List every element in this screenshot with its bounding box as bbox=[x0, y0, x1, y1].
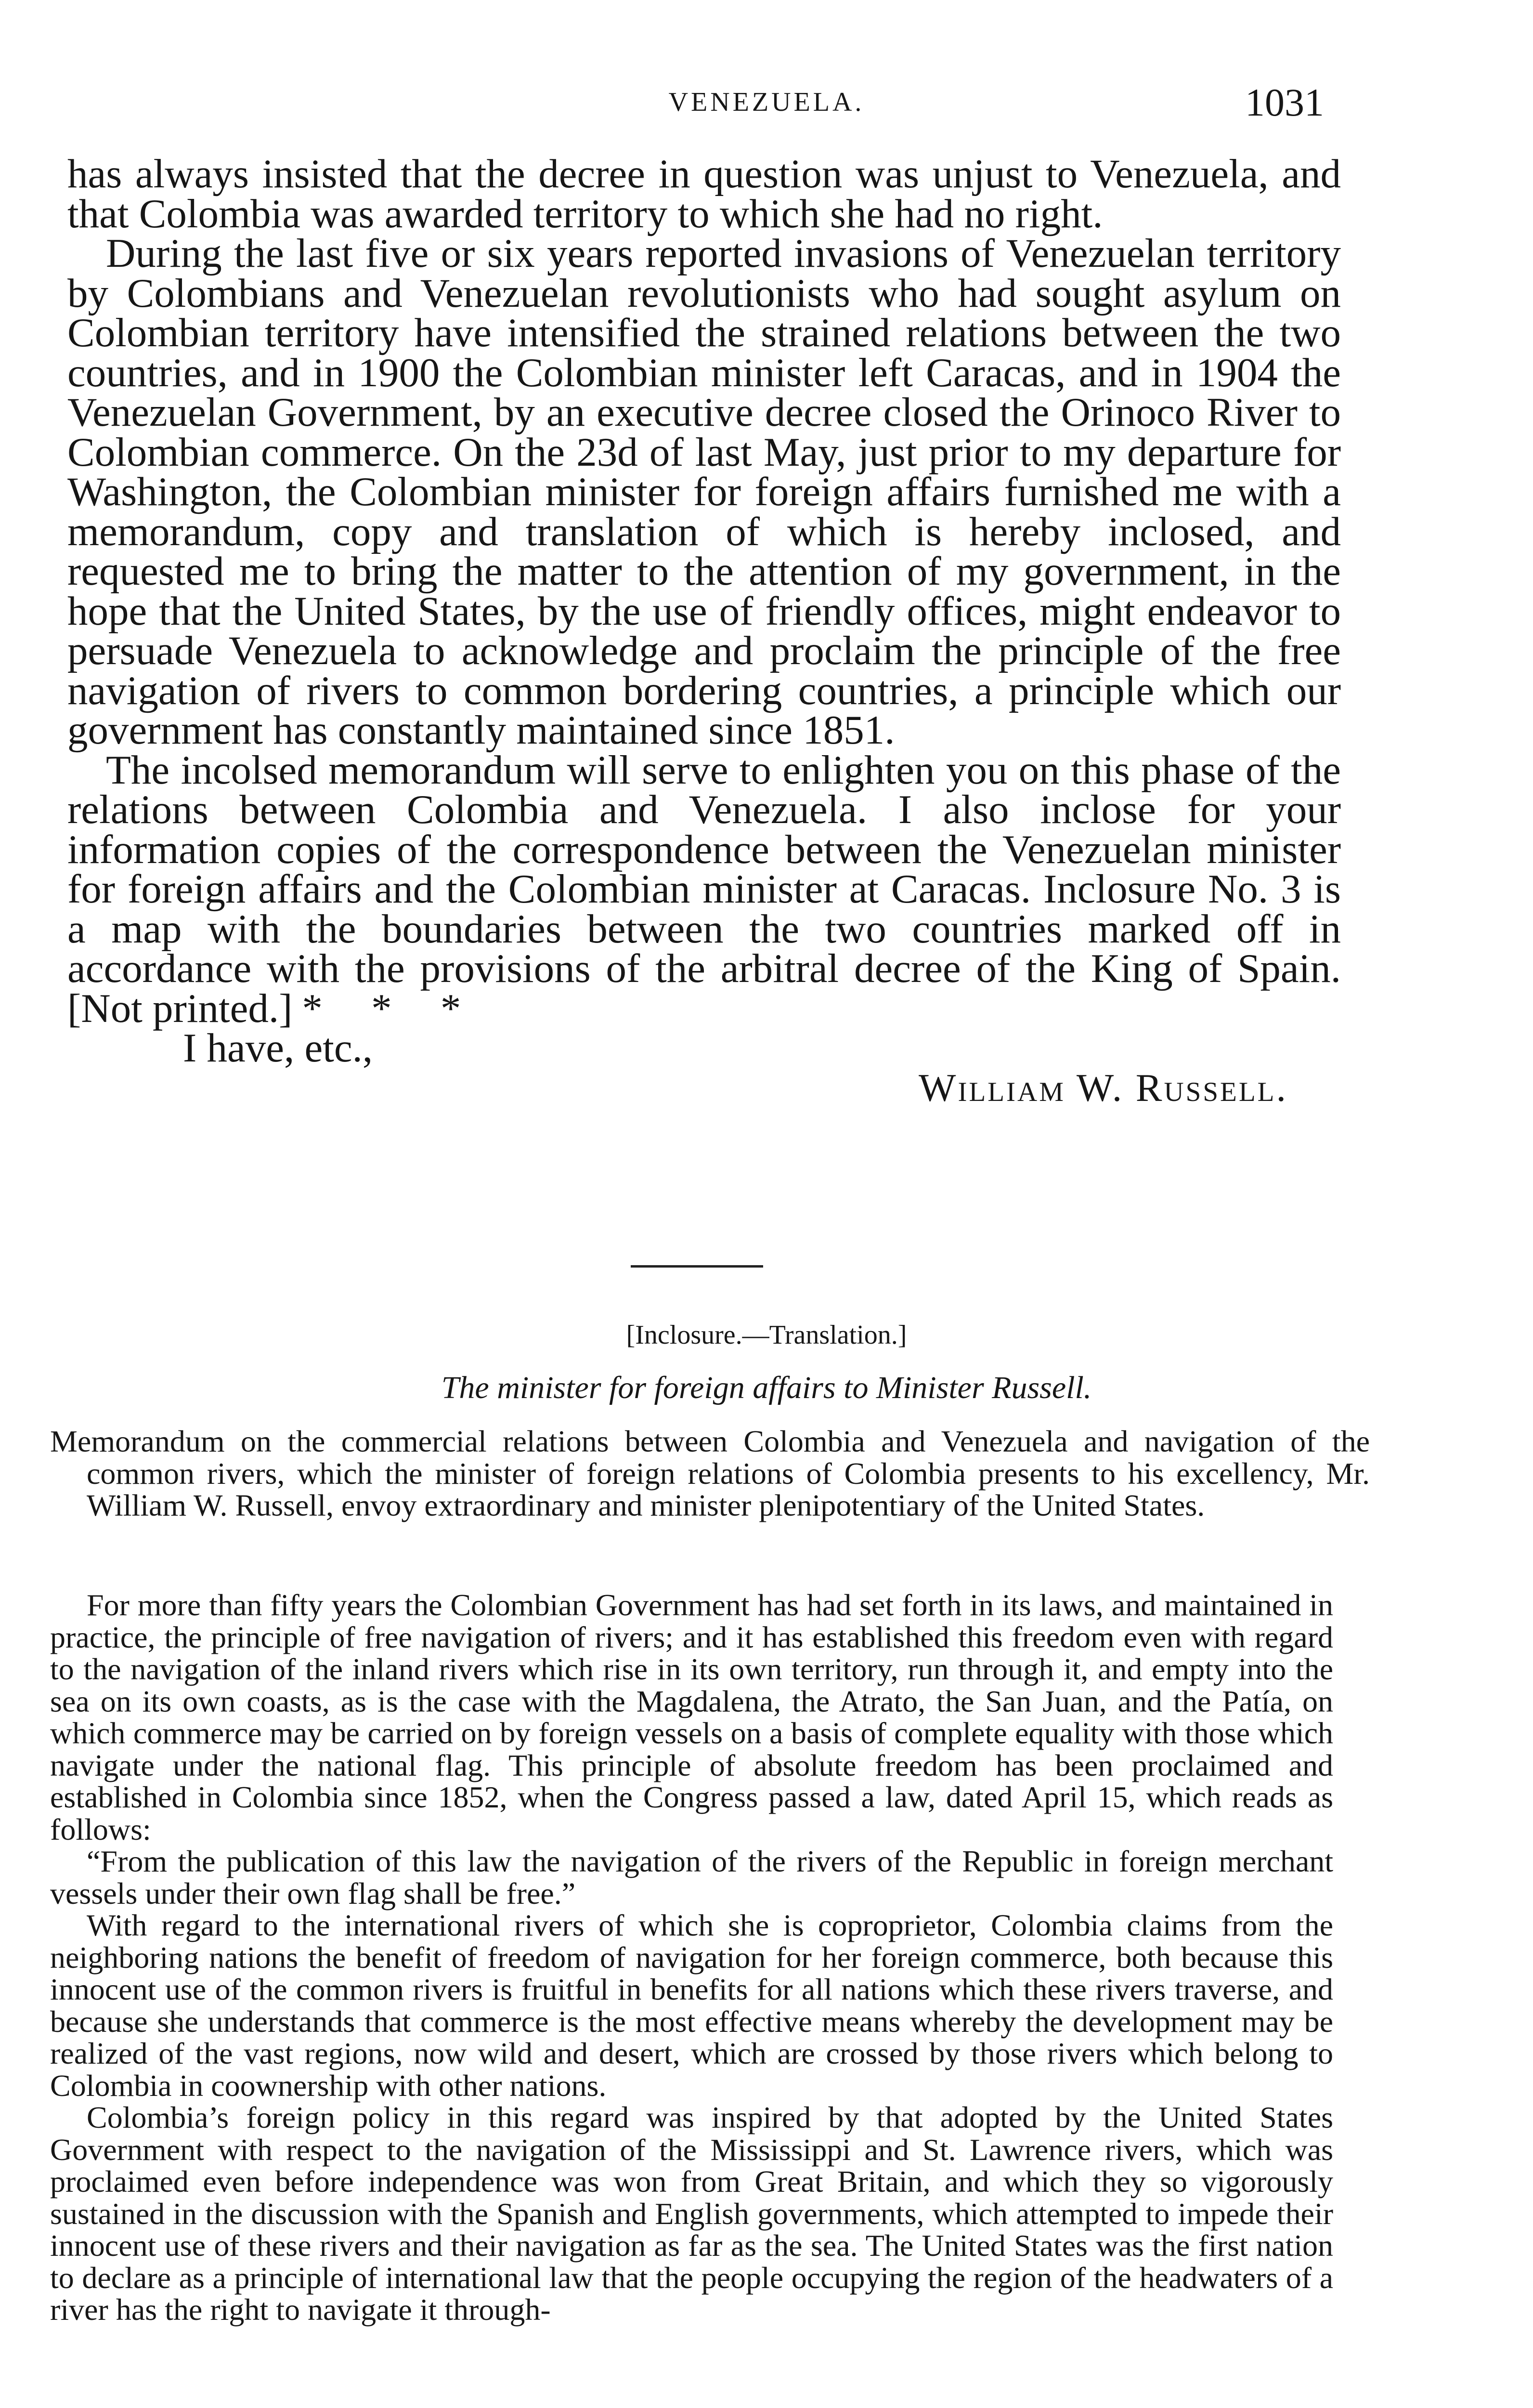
letter-paragraph-3-text: The incolsed memorandum will serve to enlighten you on this phase of the relations between Colombia and Venezuela. I also inclose for your information copies of the correspondence between the Venezuelan minister for foreign affairs and the Colombian minister at Caracas. Inclosure No. 3 is a map with the boundaries between the two countries marked off in accordance with the provisions of the arbitral decree of the King of Spain. [Not printed.] bbox=[67, 747, 1341, 1031]
letter-body bbox=[67, 151, 1341, 1110]
memo-paragraph-3: With regard to the international rivers of which she is coproprietor, Colombia claims from the neighboring nations the benefit of freedom of navigation for her foreign commerce, both because this innocent use of the common rivers is fruitful in benefits for all nations which these rivers traverse, and because she understands that commerce is the most effective means whereby the development may be realized of the vast regions, now wild and desert, which are crossed by those rivers which belong to Colombia in coownership with other nations. bbox=[50, 1908, 1333, 2103]
running-head: VENEZUELA. bbox=[668, 87, 865, 117]
inclosure-label: [Inclosure.—Translation.] bbox=[626, 1320, 907, 1350]
memo-body bbox=[50, 1589, 1333, 2326]
section-divider bbox=[631, 1265, 763, 1268]
memo-paragraph-1: For more than fifty years the Colombian Government has had set forth in its laws, and maintained in practice, the principle of free navigation of rivers; and it has established this freedom even with regard to the navigation of the inland rivers which rise in its own territory, run through it, and empty into the sea on its own coasts, as is the case with the Magdalena, the Atrato, the San Juan, and the Patía, on which commerce may be carried on by foreign vessels on a basis of complete equality with those which navigate under the national flag. This principle of absolute freedom has been proclaimed and established in Colombia since 1852, when the Congress passed a law, dated April 15, which reads as follows: bbox=[50, 1588, 1333, 1846]
ellipsis-stars: * * * bbox=[302, 985, 481, 1031]
page-number: 1031 bbox=[1245, 80, 1324, 124]
page-header bbox=[0, 80, 1533, 130]
letter-paragraph-2: During the last five or six years reported invasions of Venezuelan territory by Colombians and Venezuelan revolutionists who had sought asylum on Colombian territory have intensified the strained relations between the two countries, and in 1900 the Colombian minister left Caracas, and in 1904 the Venezuelan Government, by an executive decree closed the Orinoco River to Colombian commerce. On the 23d of last May, just prior to my departure for Washington, the Colombian minister for foreign affairs furnished me with a memorandum, copy and translation of which is hereby inclosed, and requested me to bring the matter to the attention of my government, in the hope that the United States, by the use of friendly offices, might endeavor to persuade Venezuela to acknowledge and proclaim the principle of the free navigation of rivers to common bordering countries, a principle which our government has constantly maintained since 1851. bbox=[67, 231, 1341, 753]
inclosure-subtitle: The minister for foreign affairs to Minister Russell. bbox=[441, 1370, 1092, 1405]
memo-paragraph-2: “From the publication of this law the navigation of the rivers of the Republic in foreign merchant vessels under their own flag shall be free.” bbox=[50, 1844, 1333, 1911]
memo-heading: Memorandum on the commercial relations between Colombia and Venezuela and navigation of the common rivers, which the minister of foreign relations of Colombia presents to his excellency, Mr. William W. Russell, envoy extraordinary and minister plenipotentiary of the United States. bbox=[50, 1424, 1370, 1522]
letter-paragraph-3 bbox=[67, 747, 1341, 1031]
letter-paragraph-1: has always insisted that the decree in question was unjust to Venezuela, and that Colombia was awarded territory to which she had no right. bbox=[67, 151, 1341, 236]
memo-paragraph-4: Colombia’s foreign policy in this regard was inspired by that adopted by the United States Government with respect to the navigation of the Mississippi and St. Lawrence rivers, which was proclaimed even before independence was won from Great Britain, and which they so vigorously sustained in the discussion with the Spanish and English governments, which attempted to impede their innocent use of these rivers and their navigation as far as the sea. The United States was the first nation to declare as a principle of international law that the people occupying the region of the headwaters of a river has the right to navigate it through- bbox=[50, 2100, 1333, 2327]
signature: William W. Russell. bbox=[919, 1065, 1288, 1110]
letter-closing: I have, etc., bbox=[183, 1025, 373, 1071]
